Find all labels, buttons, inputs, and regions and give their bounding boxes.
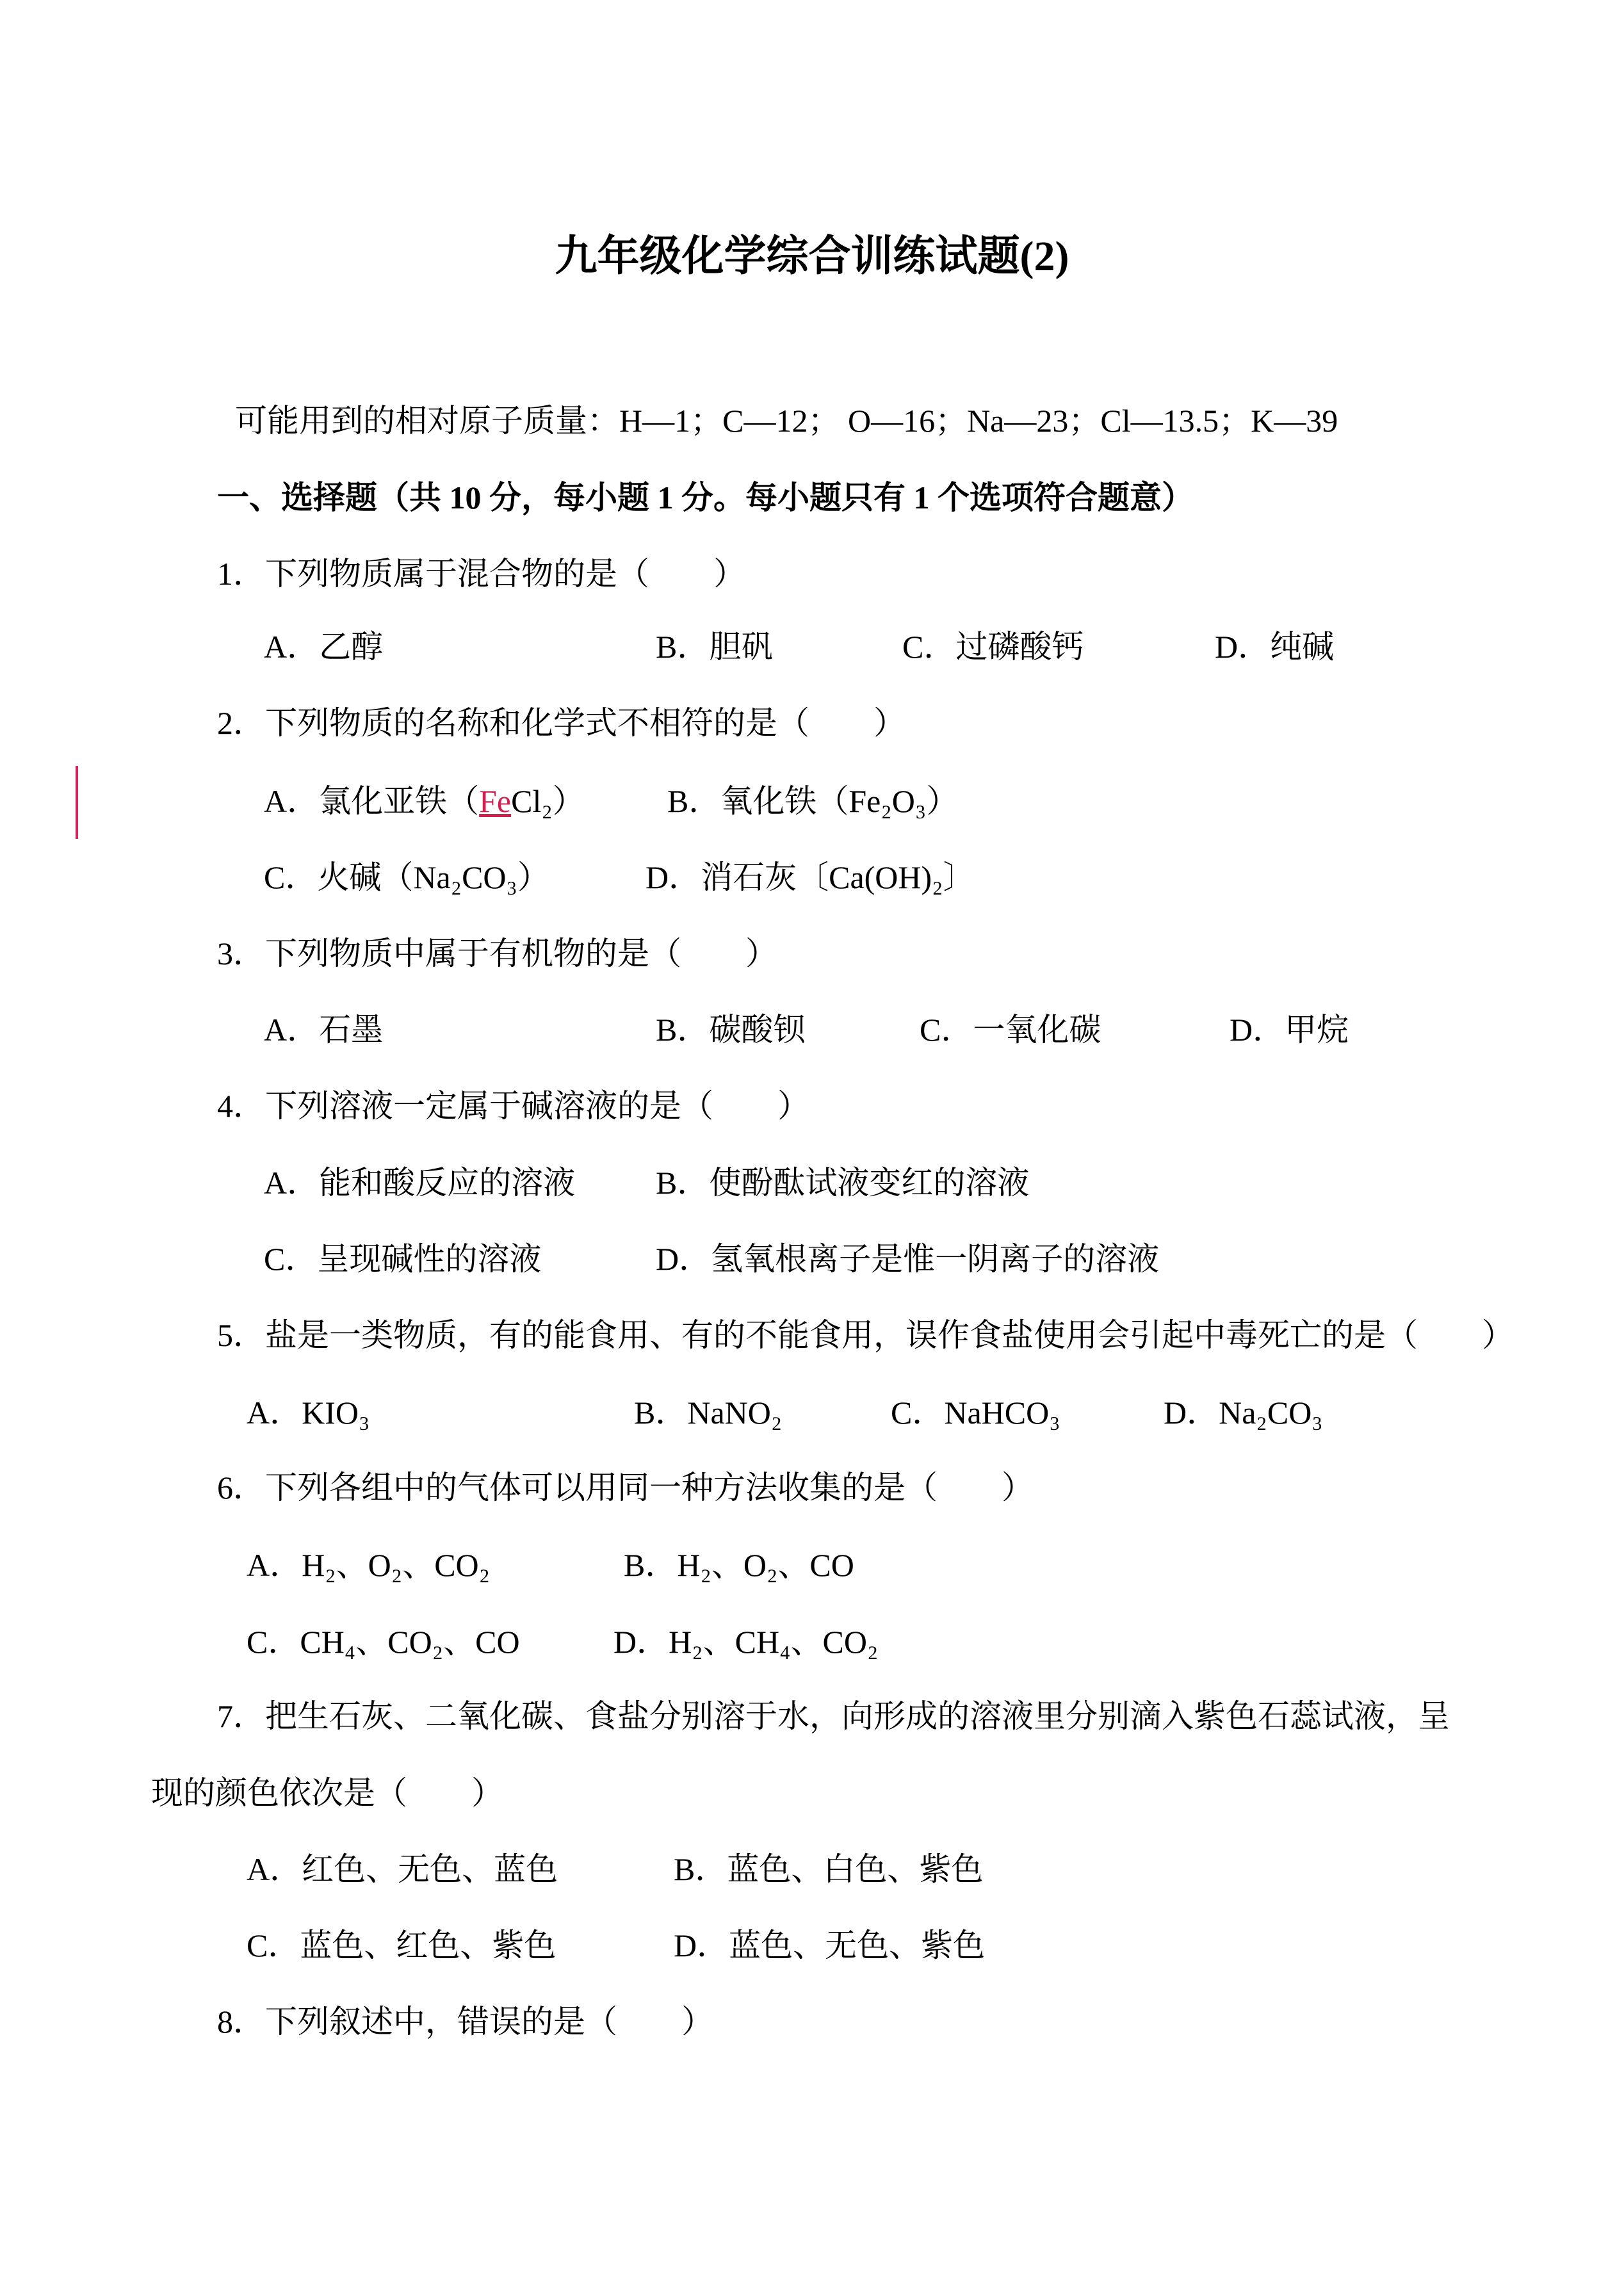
- options-row: [0, 1165, 1624, 1201]
- option-d: D．甲烷: [1230, 1012, 1349, 1048]
- options-row: [0, 1851, 1624, 1887]
- question-stem: 4．下列溶液一定属于碱溶液的是（ ）: [217, 1088, 809, 1124]
- option-a-text: A．氯化亚铁（: [264, 783, 480, 819]
- options-row: [0, 859, 1624, 895]
- question-stem: 2．下列物质的名称和化学式不相符的是（ ）: [217, 705, 905, 741]
- option-a: A．石墨: [264, 1012, 384, 1048]
- question-stem: 5．盐是一类物质，有的能食用、有的不能食用，误作食盐使用会引起中毒死亡的是（ ）: [217, 1317, 1514, 1353]
- question-stem: 7．把生石灰、二氧化碳、食盐分别溶于水，向形成的溶液里分别滴入紫色石蕊试液，呈: [217, 1698, 1450, 1734]
- question-stem: 3．下列物质中属于有机物的是（ ）: [217, 936, 777, 971]
- option-a-formula-rest: Cl₂）: [511, 783, 585, 819]
- option-d: D．消石灰〔Ca(OH)₂〕: [646, 859, 975, 895]
- options-row: [0, 1624, 1624, 1660]
- option-d: D．Na₂CO₃: [1164, 1395, 1323, 1431]
- options-row: [0, 1012, 1624, 1048]
- option-c: C．蓝色、红色、紫色: [247, 1927, 556, 1963]
- options-row: [0, 1547, 1624, 1583]
- option-b: B．使酚酞试液变红的溶液: [656, 1165, 1030, 1201]
- option-d: D．蓝色、无色、紫色: [674, 1927, 986, 1963]
- options-row: [0, 1241, 1624, 1277]
- question-stem: 1．下列物质属于混合物的是（ ）: [217, 556, 745, 592]
- option-c: C．火碱（Na₂CO₃）: [264, 859, 549, 895]
- option-d: D．H₂、CH₄、CO₂: [613, 1624, 879, 1660]
- section-heading: 一、选择题（共 10 分，每小题 1 分。每小题只有 1 个选项符合题意）: [217, 480, 1194, 515]
- option-c: C．一氧化碳: [920, 1012, 1101, 1048]
- option-c: C．CH₄、CO₂、CO: [247, 1624, 520, 1660]
- options-row: [0, 1395, 1624, 1431]
- atomic-mass-note: 可能用到的相对原子质量：H—1；C—12； O—16；Na—23；Cl—13.5；K—39: [235, 403, 1338, 439]
- option-b: B．H₂、O₂、CO: [624, 1547, 854, 1583]
- option-d: D．氢氧根离子是惟一阴离子的溶液: [656, 1241, 1160, 1277]
- options-row: [0, 783, 1624, 819]
- option-c: C．呈现碱性的溶液: [264, 1241, 542, 1277]
- options-row: [0, 629, 1624, 665]
- option-b: B．氧化铁（Fe₂O₃）: [667, 783, 959, 819]
- option-b: B．胆矾: [656, 629, 774, 665]
- option-a: A．KIO₃: [247, 1395, 370, 1431]
- option-a: A．红色、无色、蓝色: [247, 1851, 558, 1887]
- option-a: A．能和酸反应的溶液: [264, 1165, 576, 1201]
- options-row: [0, 1927, 1624, 1963]
- option-a: A．乙醇: [264, 629, 384, 665]
- option-d: D．纯碱: [1215, 629, 1335, 665]
- option-b: B．蓝色、白色、紫色: [674, 1851, 984, 1887]
- question-stem: 6．下列各组中的气体可以用同一种方法收集的是（ ）: [217, 1470, 1034, 1505]
- question-stem-continued: 现的颜色依次是（ ）: [151, 1775, 503, 1811]
- option-b: B．NaNO₂: [634, 1395, 783, 1431]
- option-a: [264, 783, 585, 819]
- exam-title: 九年级化学综合训练试题(2): [555, 233, 1069, 280]
- option-b: B．碳酸钡: [656, 1012, 806, 1048]
- tracked-change-insertion: Fe: [479, 783, 512, 819]
- option-a: A．H₂、O₂、CO₂: [247, 1547, 491, 1583]
- option-c: C．NaHCO₃: [891, 1395, 1060, 1431]
- option-c: C．过磷酸钙: [902, 629, 1084, 665]
- question-stem: 8．下列叙述中，错误的是（ ）: [217, 2004, 713, 2040]
